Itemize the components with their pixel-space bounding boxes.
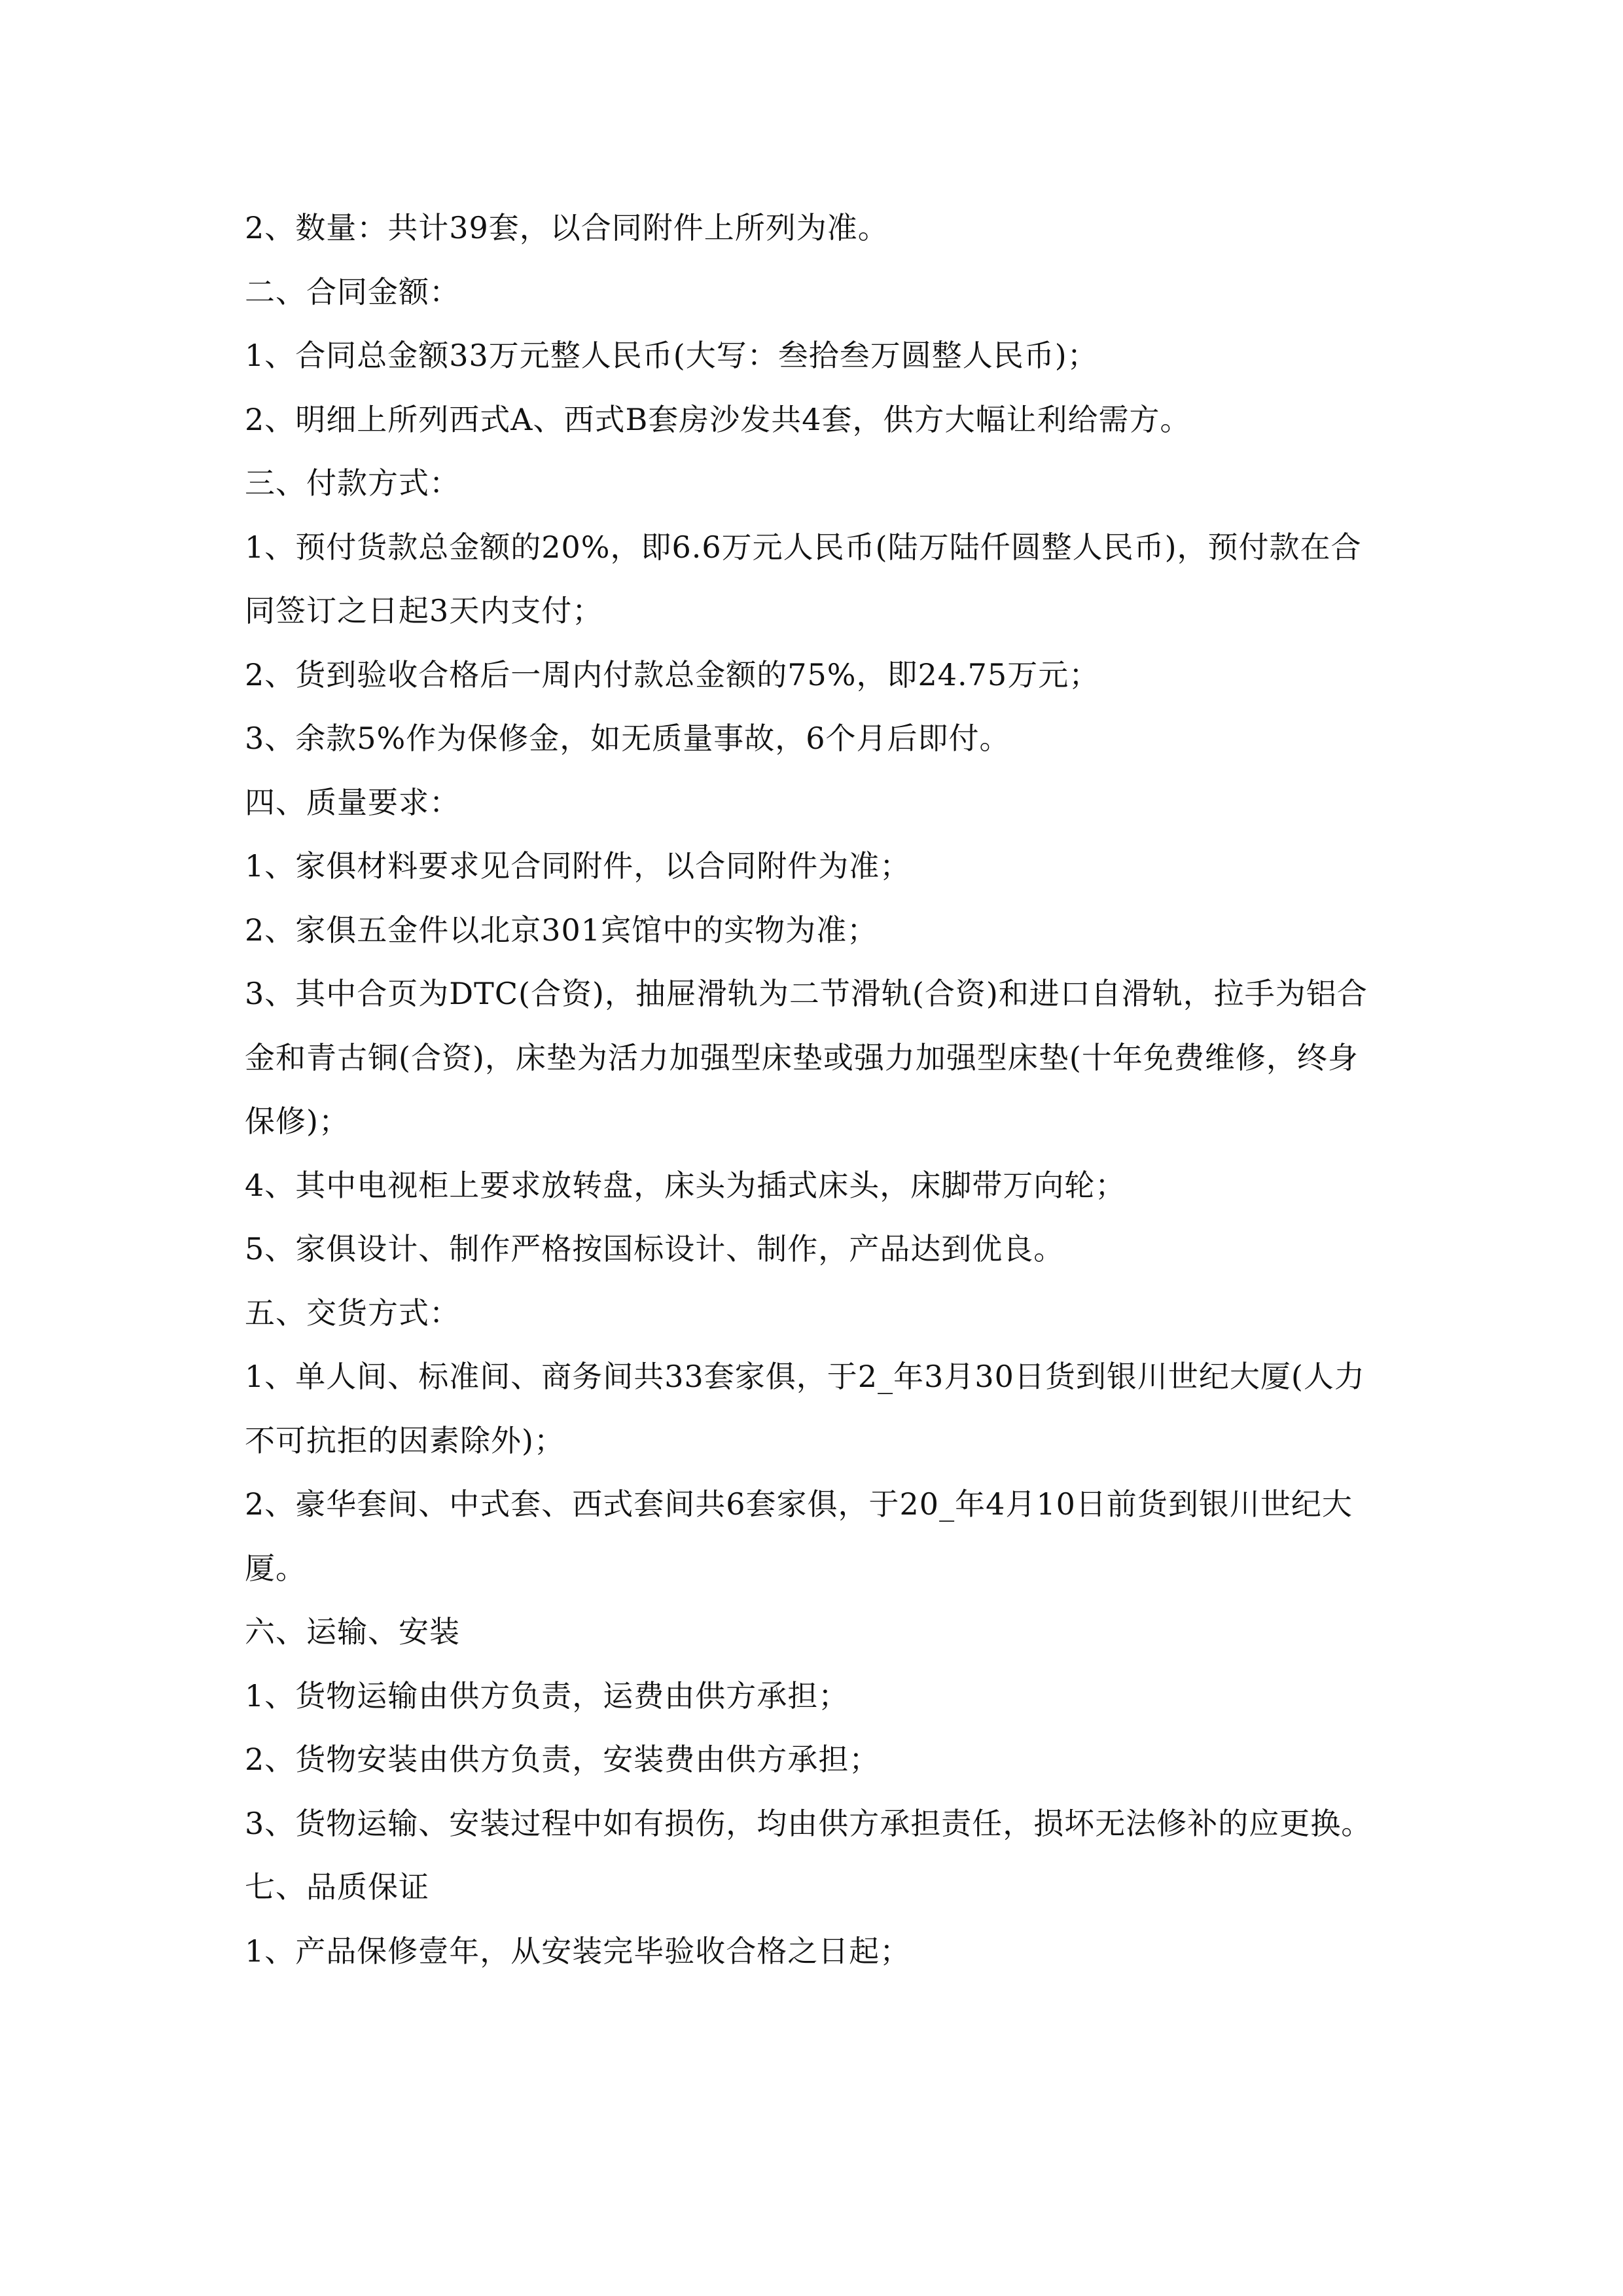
paragraph-prepayment: 1、预付货款总金额的20%，即6.6万元人民币(陆万陆仟圆整人民币)，预付款在合同签订之日起3天内支付； bbox=[245, 529, 1362, 628]
paragraph-warranty: 1、产品保修壹年，从安装完毕验收合格之日起； bbox=[245, 1933, 911, 1969]
paragraph-delivery-standard-rooms: 1、单人间、标准间、商务间共33套家俱，于2_年3月30日货到银川世纪大厦(人力不可抗拒的因素除外)； bbox=[245, 1359, 1365, 1458]
paragraph-components: 3、其中合页为DTC(合资)，抽屉滑轨为二节滑轨(合资)和进口自滑轨，拉手为铝合金和青古铜(合资)，床垫为活力加强型床垫或强力加强型床垫(十年免费维修，终身保修)； bbox=[245, 976, 1368, 1139]
heading-transport-installation: 六、运输、安装 bbox=[245, 1614, 460, 1649]
paragraph-retention: 3、余款5%作为保修金，如无质量事故，6个月后即付。 bbox=[245, 721, 1010, 756]
paragraph-transport: 1、货物运输由供方负责，运费由供方承担； bbox=[245, 1677, 849, 1713]
paragraph-acceptance-payment: 2、货到验收合格后一周内付款总金额的75%，即24.75万元； bbox=[245, 656, 1100, 692]
paragraph-installation: 2、货物安装由供方负责，安装费由供方承担； bbox=[245, 1742, 880, 1777]
document-body bbox=[245, 196, 1387, 1983]
paragraph-hardware: 2、家俱五金件以北京301宾馆中的实物为准； bbox=[245, 912, 878, 948]
paragraph-damage: 3、货物运输、安装过程中如有损伤，均由供方承担责任，损坏无法修补的应更换。 bbox=[245, 1805, 1372, 1841]
paragraph-discount: 2、明细上所列西式A、西式B套房沙发共4套，供方大幅让利给需方。 bbox=[245, 401, 1191, 437]
paragraph-total-amount: 1、合同总金额33万元整人民币(大写：叁拾叁万圆整人民币)； bbox=[245, 338, 1098, 373]
paragraph-tv-cabinet: 4、其中电视柜上要求放转盘，床头为插式床头，床脚带万向轮； bbox=[245, 1167, 1126, 1203]
paragraph-quantity: 2、数量：共计39套，以合同附件上所列为准。 bbox=[245, 210, 889, 245]
heading-contract-amount: 二、合同金额： bbox=[245, 274, 460, 310]
paragraph-materials: 1、家俱材料要求见合同附件，以合同附件为准； bbox=[245, 848, 911, 884]
paragraph-delivery-suites: 2、豪华套间、中式套、西式套间共6套家俱，于20_年4月10日前货到银川世纪大厦。 bbox=[245, 1486, 1353, 1586]
heading-payment-method: 三、付款方式： bbox=[245, 465, 460, 501]
heading-quality-guarantee: 七、品质保证 bbox=[245, 1869, 429, 1905]
heading-delivery-method: 五、交货方式： bbox=[245, 1295, 460, 1331]
heading-quality-requirements: 四、质量要求： bbox=[245, 784, 460, 820]
paragraph-standards: 5、家俱设计、制作严格按国标设计、制作，产品达到优良。 bbox=[245, 1231, 1065, 1266]
